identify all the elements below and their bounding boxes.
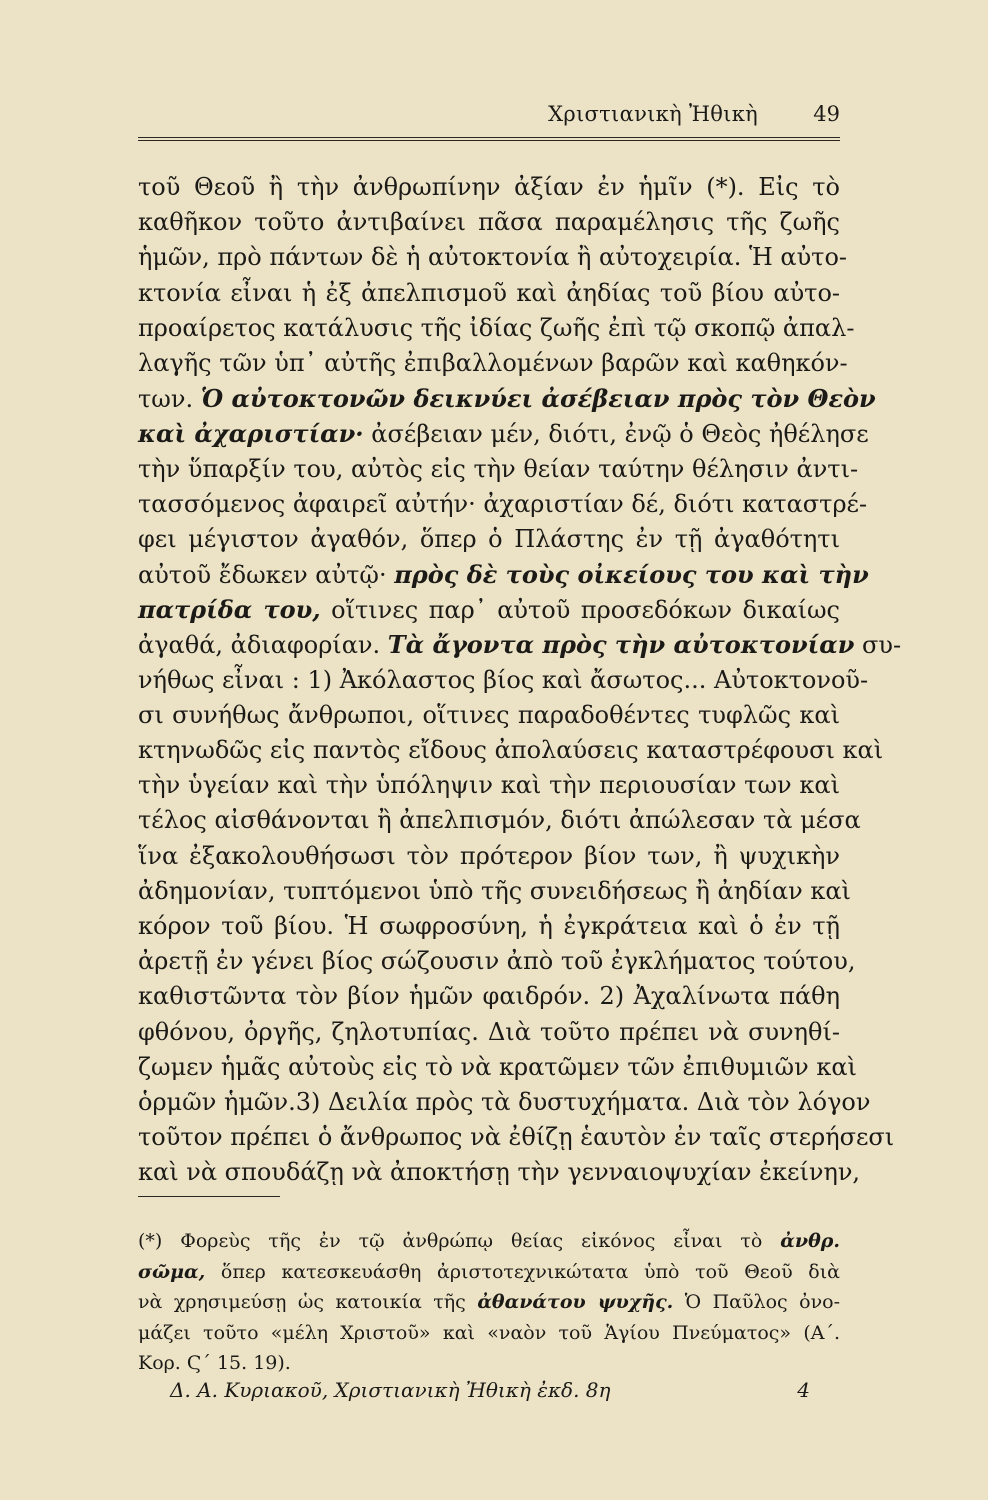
text-line: κτονία εἶναι ἡ ἐξ ἀπελπισμοῦ καὶ ἀηδίας τοῦ βίου αὐτο- <box>138 278 840 307</box>
text-run: (*) Φορεὺς τῆς ἐν τῷ ἀνθρώπῳ θείας εἰκόνος εἶναι τὸ <box>138 1230 763 1252</box>
footnote-rule <box>138 1196 280 1197</box>
text-run: ὅπερ κατεσκευάσθη ἀριστοτεχνικώτατα ὑπὸ τοῦ Θεοῦ διὰ <box>220 1260 840 1283</box>
emphasis-run: Ὁ αὐτοκτονῶν δεικνύει ἀσέβειαν πρὸς τὸν Θεὸν <box>200 384 876 414</box>
text-line: καὶ νὰ σπουδάζῃ νὰ ἀποκτήσῃ τὴν γενναιοψυχίαν ἐκείνην, <box>138 1158 861 1187</box>
emphasis-run: σῶμα, <box>138 1260 206 1283</box>
text-line: ἡμῶν, πρὸ πάντων δὲ ἡ αὐτοκτονία ἢ αὐτοχειρία. Ἡ αὐτο- <box>138 243 848 272</box>
book-signature: Δ. Α. Κυριακοῦ, Χριστιανικὴ Ἠθικὴ ἐκδ. 8η <box>170 1378 611 1402</box>
sheet-number: 4 <box>797 1378 810 1402</box>
text-line: τοῦ Θεοῦ ἢ τὴν ἀνθρωπίνην ἀξίαν ἐν ἡμῖν (*). Εἰς τὸ <box>138 173 840 201</box>
text-line <box>138 416 869 451</box>
text-line: κόρον τοῦ βίου. Ἡ σωφροσύνη, ἡ ἐγκράτεια καὶ ὁ ἐν τῇ <box>138 911 840 940</box>
text-line <box>138 592 840 627</box>
text-run: ἀγαθά, ἀδιαφορίαν. <box>138 631 381 660</box>
text-line: φθόνου, ὀργῆς, ζηλοτυπίας. Διὰ τοῦτο πρέπει νὰ συνηθί- <box>138 1017 840 1046</box>
printer-signature-line <box>170 1378 810 1410</box>
text-line <box>138 557 869 592</box>
footnote-line <box>138 1226 840 1257</box>
footnote <box>138 1226 840 1379</box>
text-line: προαίρετος κατάλυσις τῆς ἰδίας ζωῆς ἐπὶ τῷ σκοπῷ ἀπαλ- <box>138 313 855 342</box>
text-line: ὁρμῶν ἡμῶν.3) Δειλία πρὸς τὰ δυστυχήματα. Διὰ τὸν λόγον <box>138 1087 871 1116</box>
page-number: 49 <box>813 102 840 126</box>
text-line: σι συνήθως ἄνθρωποι, οἵτινες παραδοθέντες τυφλῶς καὶ <box>138 700 840 729</box>
text-line: ἵνα ἐξακολουθήσωσι τὸν πρότερον βίον των, ἢ ψυχικὴν <box>138 841 840 870</box>
text-run: ἀσέβειαν μέν, διότι, ἐνῷ ὁ Θεὸς ἠθέλησε <box>371 420 869 449</box>
text-line: ἀδημονίαν, τυπτόμενοι ὑπὸ τῆς συνειδήσεως ἢ ἀηδίαν καὶ <box>138 876 851 905</box>
text-line: νήθως εἶναι : 1) Ἀκόλαστος βίος καὶ ἄσωτος... Αὐτοκτονοῦ- <box>138 665 869 694</box>
text-line: φει μέγιστον ἀγαθόν, ὅπερ ὁ Πλάστης ἐν τῇ ἀγαθότητι <box>138 524 840 553</box>
emphasis-run: πατρίδα του, <box>138 595 321 625</box>
text-run: Ὁ Παῦλος ὀνο- <box>684 1291 840 1313</box>
text-line <box>138 627 902 662</box>
emphasis-run: καὶ ἀχαριστίαν· <box>138 419 364 449</box>
text-line: τασσόμενος ἀφαιρεῖ αὐτήν· ἀχαριστίαν δέ, διότι καταστρέ- <box>138 489 868 518</box>
text-line: ζωμεν ἡμᾶς αὐτοὺς εἰς τὸ νὰ κρατῶμεν τῶν ἐπιθυμιῶν καὶ <box>138 1052 857 1081</box>
text-run: νὰ χρησιμεύσῃ ὡς κατοικία τῆς <box>138 1291 466 1313</box>
footnote-line: Κορ. Ϛ΄ 15. 19). <box>138 1352 291 1374</box>
text-line: τὴν ὕπαρξίν του, αὐτὸς εἰς τὴν θείαν ταύτην θέλησιν ἀντι- <box>138 454 859 483</box>
emphasis-run: ἀνθρ. <box>780 1230 840 1252</box>
footnote-line <box>138 1257 840 1288</box>
text-run: συ- <box>861 631 902 660</box>
emphasis-run: πρὸς δὲ τοὺς οἰκείους του καὶ τὴν <box>394 560 869 590</box>
running-title: Χριστιανικὴ Ἠθικὴ <box>548 102 758 126</box>
emphasis-run: ἀθανάτου ψυχῆς. <box>477 1291 674 1313</box>
text-run: των. <box>138 385 194 414</box>
footnote-line: μάζει τοῦτο «μέλη Χριστοῦ» καὶ «ναὸν τοῦ Ἁγίου Πνεύματος» (Α΄. <box>138 1321 840 1344</box>
text-line: καθῆκον τοῦτο ἀντιβαίνει πᾶσα παραμέλησις τῆς ζωῆς <box>138 208 840 237</box>
text-line: κτηνωδῶς εἰς παντὸς εἴδους ἀπολαύσεις καταστρέφουσι καὶ <box>138 736 884 764</box>
text-line <box>138 381 876 416</box>
text-run: οἵτινες παρ᾿ αὐτοῦ προσεδόκων δικαίως <box>331 596 840 625</box>
header-rule <box>138 137 840 141</box>
text-line: λαγῆς τῶν ὑπ᾿ αὐτῆς ἐπιβαλλομένων βαρῶν καὶ καθηκόν- <box>138 348 848 377</box>
text-run: αὐτοῦ ἔδωκεν αὐτῷ· <box>138 561 387 590</box>
text-line: καθιστῶντα τὸν βίον ἡμῶν φαιδρόν. 2) Ἀχαλίνωτα πάθη <box>138 982 840 1011</box>
running-header <box>138 100 840 130</box>
emphasis-run: Τὰ ἄγοντα πρὸς τὴν αὐτοκτονίαν <box>387 630 855 660</box>
body-text <box>138 170 902 1190</box>
text-line: τέλος αἰσθάνονται ἢ ἀπελπισμόν, διότι ἀπώλεσαν τὰ μέσα <box>138 806 861 835</box>
text-line: τοῦτον πρέπει ὁ ἄνθρωπος νὰ ἐθίζῃ ἑαυτὸν ἐν ταῖς στερήσεσι <box>138 1123 895 1152</box>
text-line: ἀρετῇ ἐν γένει βίος σώζουσιν ἀπὸ τοῦ ἐγκλήματος τούτου, <box>138 947 856 976</box>
footnote-line <box>138 1287 840 1318</box>
text-line: τὴν ὑγείαν καὶ τὴν ὑπόληψιν καὶ τὴν περιουσίαν των καὶ <box>138 771 840 800</box>
